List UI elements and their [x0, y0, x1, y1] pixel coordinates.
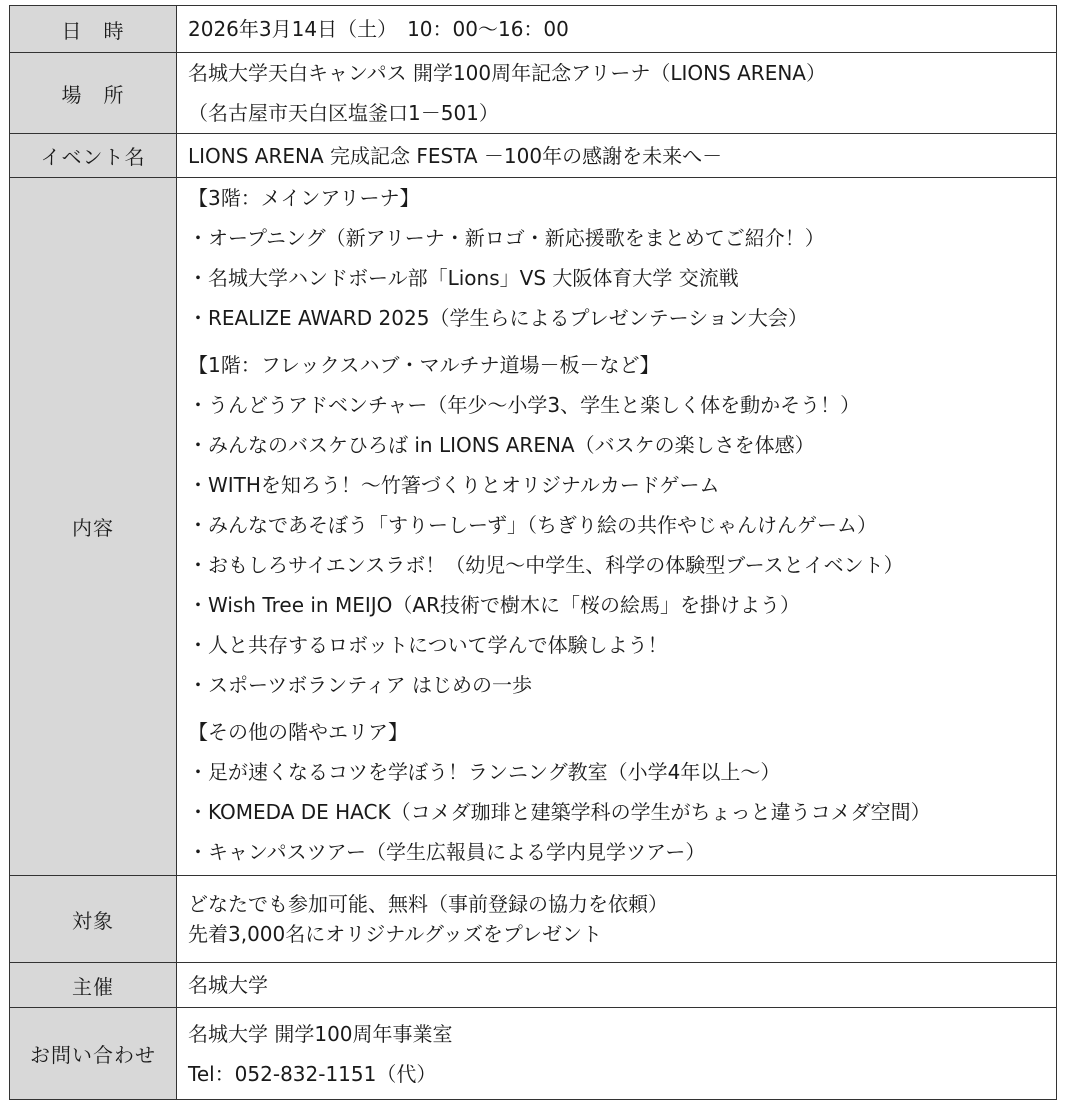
label-datetime-text: 日 時: [61, 18, 125, 43]
label-event-name-text: イベント名: [40, 145, 146, 169]
label-target-text: 対象: [72, 908, 114, 933]
event-info-table: [9, 5, 1057, 1100]
row-target: [10, 876, 1057, 963]
label-contact: [10, 1008, 177, 1100]
row-event-name: [10, 134, 1057, 178]
section-gap: [188, 705, 1056, 712]
content-item: ・REALIZE AWARD 2025（学生らによるプレゼンテーション大会）: [188, 306, 808, 330]
label-datetime: [10, 6, 177, 53]
label-content: [10, 178, 177, 876]
value-event-name: [177, 134, 1057, 178]
venue-line-1: 名城大学天白キャンパス 開学100周年記念アリーナ（LIONS ARENA）: [188, 61, 826, 85]
content-section-heading: 【1階：フレックスハブ・マルチナ道場－板－など】: [188, 353, 660, 377]
content-item: ・キャンパスツアー（学生広報員による学内見学ツアー）: [188, 840, 706, 864]
content-item: ・みんなであそぼう「すりーしーず」（ちぎり絵の共作やじゃんけんゲーム）: [188, 513, 877, 537]
label-organizer-text: 主催: [72, 974, 114, 999]
label-content-text: 内容: [72, 516, 114, 540]
row-venue: [10, 53, 1057, 134]
value-venue: [177, 53, 1057, 134]
contact-line-1: 名城大学 開学100周年事業室: [188, 1021, 453, 1046]
label-contact-text: お問い合わせ: [30, 1043, 156, 1067]
contact-line-2: Tel：052-832-1151（代）: [188, 1061, 437, 1086]
row-organizer: [10, 963, 1057, 1008]
row-content: [10, 178, 1057, 876]
content-item: ・オープニング（新アリーナ・新ロゴ・新応援歌をまとめてご紹介！）: [188, 226, 825, 250]
content-item: ・名城大学ハンドボール部「Lions」VS 大阪体育大学 交流戦: [188, 266, 739, 290]
venue-line-2: （名古屋市天白区塩釜口1－501）: [188, 101, 499, 125]
content-section-heading: 【その他の階やエリア】: [188, 720, 408, 744]
content-item: ・おもしろサイエンスラボ！（幼児～中学生、科学の体験型ブースとイベント）: [188, 553, 904, 577]
label-event-name: [10, 134, 177, 178]
event-name-text: LIONS ARENA 完成記念 FESTA －100年の感謝を未来へ－: [188, 143, 723, 168]
value-datetime: [177, 6, 1057, 53]
label-organizer: [10, 963, 177, 1008]
value-organizer: [177, 963, 1057, 1008]
datetime-text: 2026年3月14日（土） 10：00～16：00: [188, 17, 569, 41]
row-contact: [10, 1008, 1057, 1100]
content-item: ・WITHを知ろう！～竹箸づくりとオリジナルカードゲーム: [188, 473, 720, 497]
content-section-heading: 【3階：メインアリーナ】: [188, 186, 420, 210]
label-venue-text: 場 所: [61, 82, 125, 107]
target-line-1: どなたでも参加可能、無料（事前登録の協力を依頼）: [188, 892, 668, 916]
section-gap: [188, 338, 1056, 345]
label-target: [10, 876, 177, 963]
target-line-2: 先着3,000名にオリジナルグッズをプレゼント: [188, 922, 603, 946]
value-content: [177, 178, 1057, 876]
content-item: ・Wish Tree in MEIJO（AR技術で樹木に「桜の絵馬」を掛けよう）: [188, 593, 800, 617]
row-datetime: [10, 6, 1057, 53]
value-target: [177, 876, 1057, 963]
content-item: ・足が速くなるコツを学ぼう！ランニング教室（小学4年以上～）: [188, 760, 781, 784]
organizer-text: 名城大学: [188, 973, 268, 997]
value-contact: [177, 1008, 1057, 1100]
label-venue: [10, 53, 177, 134]
content-item: ・みんなのバスケひろば in LIONS ARENA（バスケの楽しさを体感）: [188, 433, 815, 457]
content-item: ・スポーツボランティア はじめの一歩: [188, 673, 532, 697]
content-item: ・人と共存するロボットについて学んで体験しよう！: [188, 633, 668, 657]
content-item: ・KOMEDA DE HACK（コメダ珈琲と建築学科の学生がちょっと違うコメダ空間）: [188, 800, 931, 824]
content-item: ・うんどうアドベンチャー（年少～小学3、学生と楽しく体を動かそう！）: [188, 393, 861, 417]
